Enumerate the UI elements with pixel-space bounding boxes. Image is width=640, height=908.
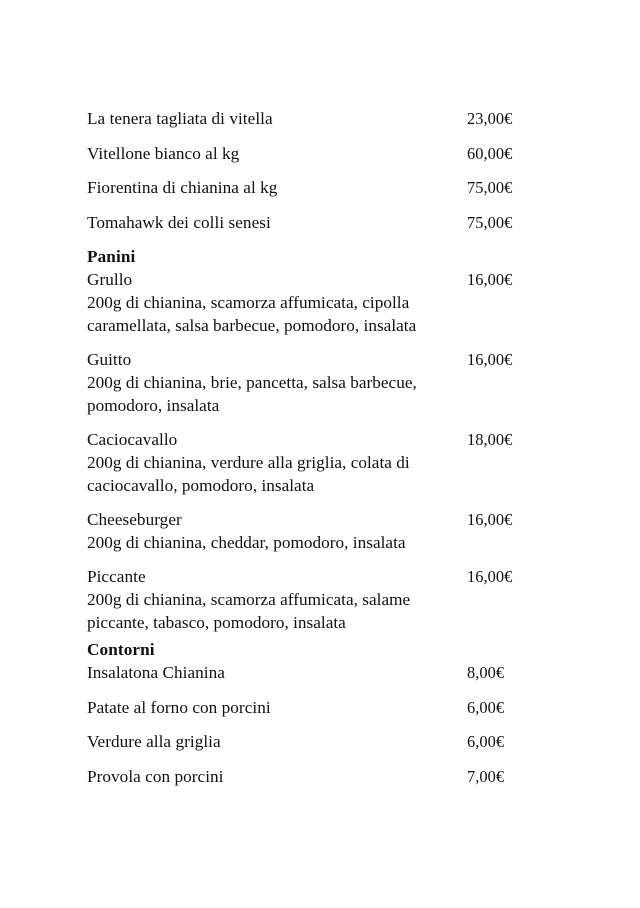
menu-item-row: [87, 730, 553, 753]
menu-item-price: 75,00€: [467, 212, 513, 232]
menu-content: [87, 107, 553, 799]
menu-section-meats: [87, 107, 553, 234]
menu-item-row: [87, 428, 553, 451]
menu-item-block: [87, 348, 553, 417]
menu-section-contorni: [87, 638, 553, 788]
description-line: 200g di chianina, scamorza affumicata, salame: [87, 590, 411, 609]
menu-item-block: [87, 565, 553, 634]
menu-item-description: [87, 371, 459, 417]
menu-item-description: [87, 588, 459, 634]
menu-item-price: 16,00€: [467, 350, 513, 369]
menu-item-name: Caciocavallo: [87, 430, 178, 449]
description-line: caciocavallo, pomodoro, insalata: [87, 476, 315, 495]
menu-item-name: Provola con porcini: [87, 766, 224, 786]
description-line: caramellata, salsa barbecue, pomodoro, insalata: [87, 316, 417, 335]
menu-item-name: Vitellone bianco al kg: [87, 143, 240, 163]
menu-item-name: Verdure alla griglia: [87, 732, 221, 751]
menu-item-row: [87, 211, 553, 234]
menu-item-name: Patate al forno con porcini: [87, 697, 271, 717]
menu-item-row: [87, 508, 553, 531]
description-line: piccante, tabasco, pomodoro, insalata: [87, 613, 346, 632]
menu-item-name: Fiorentina di chianina al kg: [87, 178, 278, 197]
menu-item-price: 23,00€: [467, 109, 513, 128]
menu-item-price: 75,00€: [467, 178, 513, 197]
description-line: 200g di chianina, brie, pancetta, salsa barbecue,: [87, 373, 417, 392]
menu-item-row: [87, 696, 553, 719]
menu-item-name: Cheeseburger: [87, 510, 182, 529]
menu-item-price: 7,00€: [467, 766, 505, 786]
menu-item-row: [87, 765, 553, 788]
menu-item-description: [87, 531, 459, 554]
menu-item-row: [87, 661, 553, 684]
menu-item-row: [87, 107, 553, 130]
menu-item-price: 16,00€: [467, 510, 513, 529]
description-line: 200g di chianina, scamorza affumicata, cipolla: [87, 293, 410, 312]
description-line: 200g di chianina, verdure alla griglia, colata di: [87, 453, 410, 472]
menu-item-row: [87, 565, 553, 588]
menu-item-block: [87, 268, 553, 337]
menu-item-price: 16,00€: [467, 270, 513, 289]
menu-item-name: Piccante: [87, 567, 146, 586]
menu-item-description: [87, 291, 459, 337]
description-line: pomodoro, insalata: [87, 396, 220, 415]
menu-item-description: [87, 451, 459, 497]
section-heading-contorni: Contorni: [87, 640, 155, 659]
menu-item-name: Tomahawk dei colli senesi: [87, 212, 271, 232]
menu-item-price: 6,00€: [467, 732, 505, 751]
menu-item-name: Grullo: [87, 270, 133, 289]
menu-item-row: [87, 142, 553, 165]
menu-item-row: [87, 268, 553, 291]
menu-item-price: 6,00€: [467, 697, 505, 717]
menu-section-panini: [87, 245, 553, 634]
section-heading-panini: Panini: [87, 247, 136, 266]
menu-item-price: 18,00€: [467, 430, 513, 449]
menu-item-price: 16,00€: [467, 567, 513, 586]
menu-item-row: [87, 348, 553, 371]
menu-item-name: Insalatona Chianina: [87, 663, 225, 682]
menu-item-block: [87, 508, 553, 554]
menu-item-name: Guitto: [87, 350, 132, 369]
menu-item-price: 8,00€: [467, 663, 505, 682]
menu-item-price: 60,00€: [467, 143, 513, 163]
menu-item-name: La tenera tagliata di vitella: [87, 109, 273, 128]
description-line: 200g di chianina, cheddar, pomodoro, insalata: [87, 533, 406, 552]
menu-item-row: [87, 176, 553, 199]
menu-item-block: [87, 428, 553, 497]
